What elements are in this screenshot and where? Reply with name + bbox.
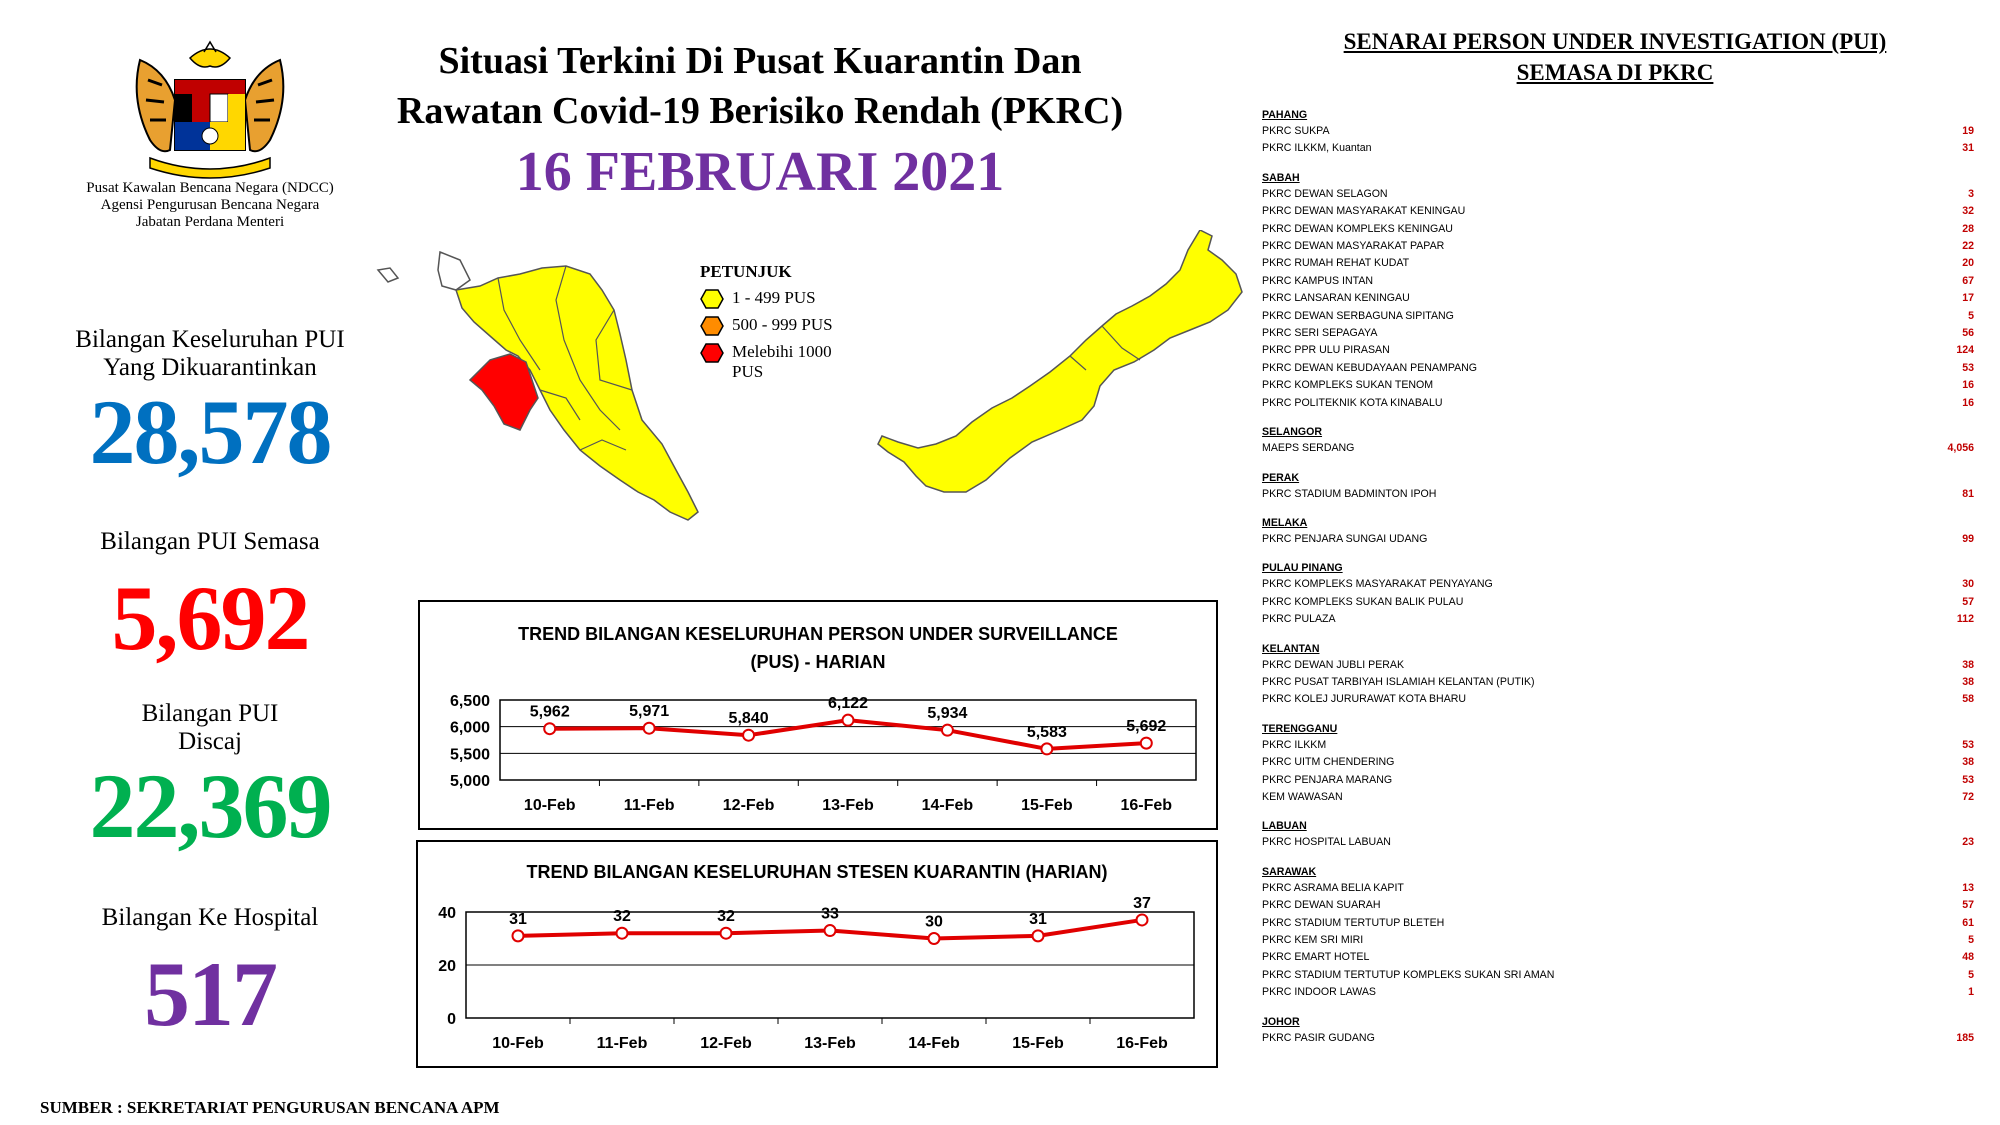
data-label: 5,962 (529, 703, 570, 721)
center-name: PKRC DEWAN KEBUDAYAAN PENAMPANG (1262, 361, 1478, 374)
center-name: PKRC DEWAN SERBAGUNA SIPITANG (1262, 309, 1454, 322)
center-count: 57 (1962, 899, 1974, 912)
y-tick-label: 5,000 (449, 773, 490, 790)
stat-label-line: Bilangan Ke Hospital (101, 904, 319, 931)
center-name: PKRC EMART HOTEL (1262, 951, 1370, 964)
center-name: PKRC KOMPLEKS MASYARAKAT PENYAYANG (1262, 578, 1493, 591)
data-point (942, 725, 953, 736)
station-trend-chart (416, 840, 1218, 1068)
state-block (1262, 722, 1974, 807)
list-item (1262, 915, 1974, 932)
center-name: PKRC DEWAN SUARAH (1262, 899, 1381, 912)
stat-discharged-pui-value: 22,369 (89, 755, 331, 857)
chart-title-line: TREND BILANGAN KESELURUHAN PERSON UNDER SURVEILLANCE (518, 624, 1118, 644)
list-item (1262, 395, 1974, 412)
center-count: 58 (1962, 693, 1974, 706)
center-count: 57 (1962, 595, 1974, 608)
data-point (644, 723, 655, 734)
list-item (1262, 360, 1974, 377)
center-name: PKRC KAMPUS INTAN (1262, 274, 1374, 287)
state-block (1262, 819, 1974, 851)
center-name: PKRC DEWAN JUBLI PERAK (1262, 658, 1405, 671)
center-count: 23 (1962, 836, 1974, 849)
center-name: PKRC UITM CHENDERING (1262, 756, 1395, 769)
stat-total-pui-value: 28,578 (89, 381, 331, 483)
list-item (1262, 691, 1974, 708)
x-tick-label: 14-Feb (908, 1035, 960, 1052)
list-item (1262, 897, 1974, 914)
state-name: SELANGOR (1262, 426, 1323, 439)
center-name: KEM WAWASAN (1262, 790, 1343, 803)
data-point (513, 930, 524, 941)
pui-list-title-line: SEMASA DI PKRC (1516, 60, 1714, 85)
stat-label-line: Discaj (178, 728, 242, 755)
center-name: PKRC HOSPITAL LABUAN (1262, 836, 1391, 849)
x-tick-label: 12-Feb (722, 797, 775, 814)
center-count: 30 (1962, 578, 1974, 591)
x-tick-label: 13-Feb (804, 1035, 856, 1052)
center-name: PKRC DEWAN KOMPLEKS KENINGAU (1262, 222, 1453, 235)
center-count: 3 (1968, 187, 1974, 200)
data-label: 31 (1029, 910, 1047, 928)
center-name: PKRC INDOOR LAWAS (1262, 986, 1376, 999)
center-name: PKRC SUKPA (1262, 125, 1330, 137)
list-item (1262, 308, 1974, 325)
list-item (1262, 737, 1974, 754)
pus-trend-chart (418, 600, 1218, 830)
chart-title-line: TREND BILANGAN KESELURUHAN STESEN KUARANTIN (HARIAN) (526, 862, 1108, 882)
agency-line-1: Pusat Kawalan Bencana Negara (NDCC) (86, 180, 334, 196)
center-name: PKRC STADIUM TERTUTUP BLETEH (1262, 916, 1445, 929)
state-name: SARAWAK (1262, 865, 1317, 878)
legend-item (700, 315, 880, 336)
map-outside-region (438, 252, 470, 290)
center-count: 28 (1962, 222, 1974, 235)
center-count: 22 (1962, 240, 1974, 253)
legend-label: PUS (732, 362, 764, 381)
center-count: 124 (1956, 344, 1974, 357)
map-borneo (878, 230, 1242, 492)
map-legend (700, 262, 880, 388)
stat-label-line: Bilangan PUI Semasa (100, 528, 320, 555)
agency-block (40, 40, 380, 231)
stat-hospital-value: 517 (144, 943, 276, 1045)
data-point (1041, 743, 1052, 754)
center-count: 5 (1968, 309, 1974, 322)
list-item (1262, 377, 1974, 394)
state-name: LABUAN (1262, 820, 1307, 833)
y-tick-label: 6,500 (449, 693, 490, 710)
station-trend-plot (418, 842, 1216, 1066)
center-count: 20 (1962, 257, 1974, 270)
pus-trend-plot (420, 602, 1216, 828)
stat-label-line: Bilangan Keseluruhan PUI (75, 326, 345, 353)
center-count: 53 (1962, 361, 1974, 374)
legend-swatch-icon (700, 343, 724, 363)
list-item (1262, 140, 1974, 157)
center-count: 38 (1962, 756, 1974, 769)
center-count: 32 (1962, 205, 1974, 218)
data-point (1033, 930, 1044, 941)
center-name: PKRC ILKKM (1262, 738, 1327, 751)
list-item (1262, 949, 1974, 966)
data-label: 32 (613, 908, 631, 926)
state-block (1262, 516, 1974, 548)
state-block (1262, 171, 1974, 412)
list-item (1262, 611, 1974, 628)
page-title (380, 36, 1140, 136)
center-name: PKRC STADIUM BADMINTON IPOH (1262, 487, 1437, 500)
center-count: 13 (1962, 881, 1974, 894)
list-item (1262, 440, 1974, 457)
map-selangor (470, 354, 538, 430)
center-count: 67 (1962, 274, 1974, 287)
y-tick-label: 0 (447, 1011, 456, 1028)
legend-swatch-icon (700, 316, 724, 336)
data-label: 37 (1133, 894, 1151, 912)
list-item (1262, 1030, 1974, 1047)
center-count: 112 (1956, 613, 1974, 626)
page-title-line-1: Situasi Terkini Di Pusat Kuarantin Dan (438, 40, 1082, 82)
source-note: SUMBER : SEKRETARIAT PENGURUSAN BENCANA APM (40, 1098, 500, 1117)
data-point (544, 723, 555, 734)
y-tick-label: 5,500 (449, 746, 490, 764)
center-count: 31 (1962, 142, 1974, 155)
x-tick-label: 15-Feb (1012, 1035, 1064, 1052)
state-name: KELANTAN (1262, 642, 1320, 655)
center-count: 185 (1956, 1031, 1974, 1044)
state-name: PAHANG (1262, 109, 1308, 121)
data-point (1137, 914, 1148, 925)
legend-swatch-icon (700, 289, 724, 309)
x-tick-label: 11-Feb (596, 1035, 648, 1052)
x-tick-label: 13-Feb (822, 797, 874, 814)
list-item (1262, 186, 1974, 203)
x-tick-label: 15-Feb (1021, 797, 1073, 814)
center-count: 1 (1968, 986, 1974, 999)
center-name: PKRC PULAZA (1262, 613, 1336, 626)
center-name: MAEPS SERDANG (1262, 442, 1355, 455)
center-name: PKRC DEWAN SELAGON (1262, 187, 1388, 200)
center-name: PKRC KOMPLEKS SUKAN TENOM (1262, 379, 1434, 392)
coat-of-arms-icon (120, 40, 300, 180)
data-label: 5,934 (927, 705, 968, 723)
legend-item (700, 288, 880, 309)
legend-label-multiline (732, 342, 832, 382)
list-item (1262, 273, 1974, 290)
center-name: PKRC POLITEKNIK KOTA KINABALU (1262, 396, 1443, 409)
report-date: 16 FEBRUARI 2021 (515, 141, 1005, 203)
data-label: 5,583 (1026, 723, 1067, 741)
center-count: 99 (1962, 532, 1974, 545)
center-count: 61 (1962, 916, 1974, 929)
list-item (1262, 789, 1974, 806)
list-item (1262, 754, 1974, 771)
center-count: 56 (1962, 327, 1974, 340)
center-count: 19 (1962, 125, 1974, 137)
state-name: PULAU PINANG (1262, 562, 1343, 575)
list-item (1262, 657, 1974, 674)
center-name: PKRC PUSAT TARBIYAH ISLAMIAH KELANTAN (PUTIK) (1262, 675, 1535, 688)
list-item (1262, 594, 1974, 611)
state-block (1262, 865, 1974, 1002)
list-item (1262, 932, 1974, 949)
center-count: 53 (1962, 738, 1974, 751)
list-item (1262, 984, 1974, 1001)
center-name: PKRC KOMPLEKS SUKAN BALIK PULAU (1262, 595, 1464, 608)
data-point (721, 928, 732, 939)
map-island (378, 268, 398, 282)
center-count: 38 (1962, 675, 1974, 688)
list-item (1262, 290, 1974, 307)
x-tick-label: 16-Feb (1116, 1035, 1168, 1052)
state-block (1262, 108, 1974, 158)
pui-list-title (1250, 26, 1980, 88)
center-name: PKRC RUMAH REHAT KUDAT (1262, 257, 1410, 270)
center-name: PKRC PENJARA SUNGAI UDANG (1262, 532, 1428, 545)
data-point (617, 928, 628, 939)
legend-item (700, 342, 880, 382)
center-count: 38 (1962, 658, 1974, 671)
stat-current-pui-label (40, 528, 380, 556)
stat-hospital-label (40, 904, 380, 932)
center-count: 72 (1962, 790, 1974, 803)
state-name: TERENGGANU (1262, 722, 1338, 735)
center-count: 5 (1968, 968, 1974, 981)
center-count: 5 (1968, 934, 1974, 946)
pui-list (1262, 108, 1974, 1060)
stat-total-pui-label (40, 326, 380, 382)
x-tick-label: 14-Feb (921, 797, 974, 814)
state-name: MELAKA (1262, 516, 1308, 529)
data-label: 30 (925, 913, 943, 931)
center-name: PKRC SERI SEPAGAYA (1262, 327, 1378, 340)
center-count: 4,056 (1947, 442, 1974, 455)
x-tick-label: 11-Feb (623, 797, 675, 814)
data-point (1141, 738, 1152, 749)
data-label: 5,692 (1126, 718, 1167, 736)
stat-label-line: Bilangan PUI (141, 700, 279, 727)
list-item (1262, 674, 1974, 691)
state-name: SABAH (1262, 171, 1300, 184)
data-point (843, 715, 854, 726)
state-name: PERAK (1262, 471, 1300, 484)
agency-line-2: Agensi Pengurusan Bencana Negara (100, 197, 320, 213)
center-name: PKRC ILKKM, Kuantan (1262, 142, 1372, 155)
x-tick-label: 16-Feb (1120, 797, 1173, 814)
data-point (929, 933, 940, 944)
data-label: 5,840 (728, 710, 769, 728)
center-count: 81 (1962, 487, 1974, 500)
data-label: 6,122 (827, 695, 869, 713)
data-point (743, 730, 754, 741)
y-tick-label: 40 (438, 905, 456, 922)
center-name: PKRC ASRAMA BELIA KAPIT (1262, 881, 1404, 894)
center-count: 16 (1962, 396, 1974, 409)
list-item (1262, 255, 1974, 272)
list-item (1262, 486, 1974, 503)
list-item (1262, 123, 1974, 140)
state-block (1262, 471, 1974, 503)
legend-label: Melebihi 1000 (732, 342, 832, 361)
list-item (1262, 967, 1974, 984)
list-item (1262, 238, 1974, 255)
center-name: PKRC DEWAN MASYARAKAT PAPAR (1262, 240, 1445, 253)
center-count: 16 (1962, 379, 1974, 392)
center-count: 53 (1962, 773, 1974, 786)
center-name: PKRC LANSARAN KENINGAU (1262, 292, 1410, 305)
data-label: 32 (717, 908, 735, 926)
list-item (1262, 342, 1974, 359)
x-tick-label: 10-Feb (523, 797, 576, 814)
center-name: PKRC STADIUM TERTUTUP KOMPLEKS SUKAN SRI AMAN (1262, 968, 1555, 981)
x-tick-label: 10-Feb (492, 1035, 544, 1052)
list-item (1262, 325, 1974, 342)
data-label: 33 (821, 905, 839, 923)
y-tick-label: 6,000 (449, 719, 490, 737)
legend-label: 1 - 499 PUS (732, 288, 816, 307)
stat-discharged-pui-label (40, 700, 380, 756)
list-item (1262, 203, 1974, 220)
legend-title: PETUNJUK (700, 262, 792, 281)
center-name: PKRC PASIR GUDANG (1262, 1031, 1375, 1044)
data-label: 5,971 (629, 703, 670, 721)
x-tick-label: 12-Feb (700, 1035, 752, 1052)
center-name: PKRC KEM SRI MIRI (1262, 934, 1364, 946)
state-block (1262, 1015, 1974, 1047)
center-count: 17 (1962, 292, 1974, 305)
legend-label: 500 - 999 PUS (732, 315, 833, 334)
state-block (1262, 425, 1974, 457)
stat-current-pui-value: 5,692 (111, 567, 309, 669)
y-tick-label: 20 (438, 958, 456, 975)
center-count: 48 (1962, 951, 1974, 964)
list-item (1262, 772, 1974, 789)
state-block (1262, 642, 1974, 709)
list-item (1262, 531, 1974, 548)
state-block (1262, 561, 1974, 628)
data-point (825, 925, 836, 936)
list-item (1262, 834, 1974, 851)
chart-title-line: (PUS) - HARIAN (750, 652, 886, 672)
list-item (1262, 880, 1974, 897)
agency-line-3: Jabatan Perdana Menteri (135, 214, 285, 230)
state-name: JOHOR (1262, 1015, 1300, 1028)
center-name: PKRC PENJARA MARANG (1262, 773, 1393, 786)
pui-list-title-line: SENARAI PERSON UNDER INVESTIGATION (PUI) (1343, 29, 1887, 54)
page-title-line-2: Rawatan Covid-19 Berisiko Rendah (PKRC) (396, 90, 1124, 132)
center-name: PKRC KOLEJ JURURAWAT KOTA BHARU (1262, 693, 1467, 706)
list-item (1262, 576, 1974, 593)
data-label: 31 (509, 910, 527, 928)
center-name: PKRC DEWAN MASYARAKAT KENINGAU (1262, 205, 1466, 218)
center-name: PKRC PPR ULU PIRASAN (1262, 344, 1390, 357)
stat-label-line: Yang Dikuarantinkan (103, 354, 317, 381)
list-item (1262, 221, 1974, 238)
